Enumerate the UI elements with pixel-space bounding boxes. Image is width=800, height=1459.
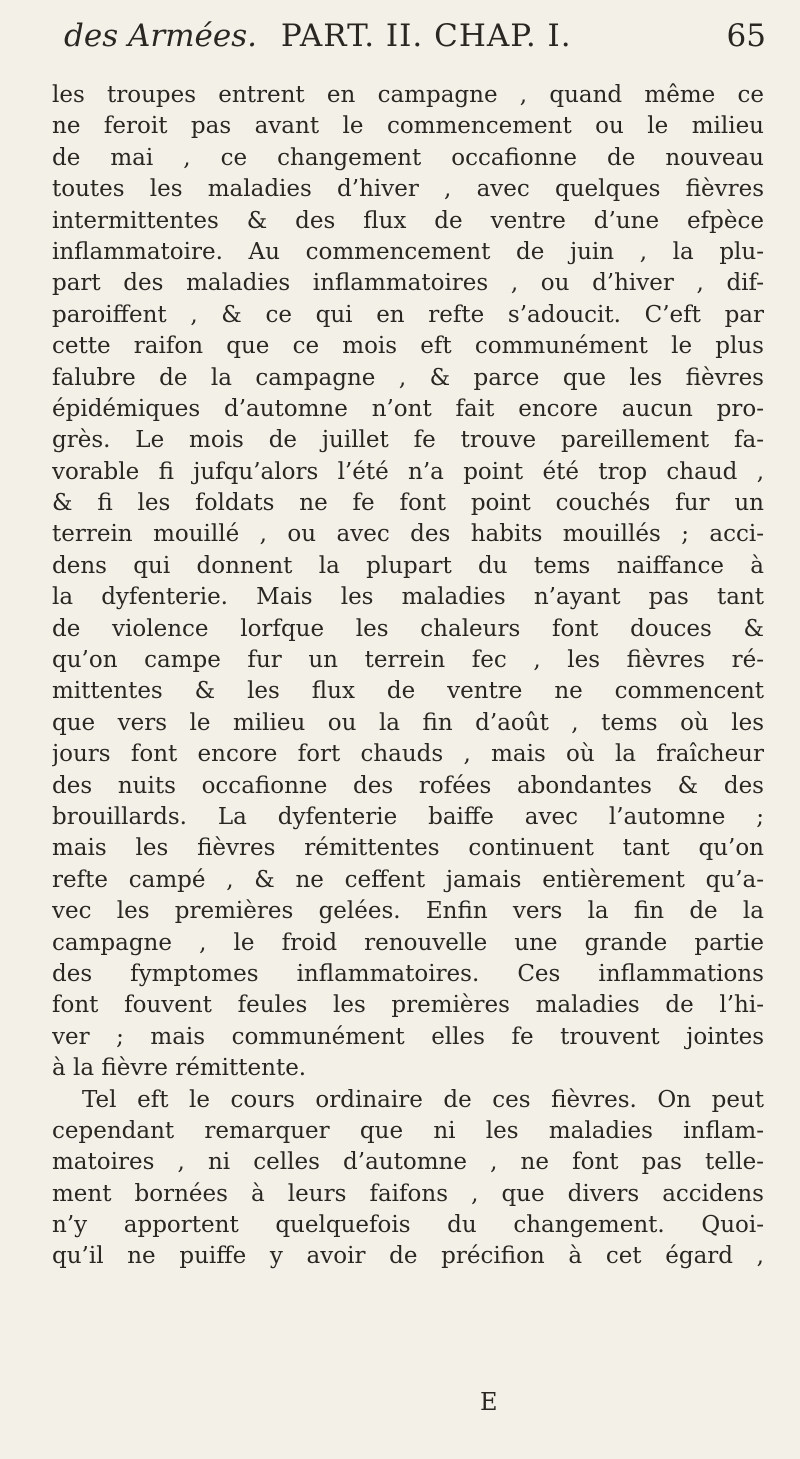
text-line: épidémiques d’automne n’ont fait encore aucun pro- <box>52 395 764 422</box>
text-line: brouillards. La dyfenterie baiffe avec l’automne ; <box>52 803 764 830</box>
page-number: 65 <box>726 18 766 54</box>
text-line: mittentes & les flux de ventre ne commencent <box>52 678 764 705</box>
running-head-part-chapter: PART. II. CHAP. I. <box>280 18 572 54</box>
text-line: inflammatoire. Au commencement de juin , la plu- <box>52 238 764 265</box>
text-line: part des maladies inflammatoires , ou d’hiver , dif- <box>52 270 764 297</box>
text-line: qu’il ne puiffe y avoir de précifion à cet égard , <box>52 1243 764 1270</box>
text-line: dens qui donnent la plupart du tems naiffance à <box>52 552 764 579</box>
text-line: & fi les foldats ne fe font point couchés fur un <box>52 490 764 517</box>
body-text <box>52 80 764 1273</box>
text-line: grès. Le mois de juillet fe trouve pareillement fa- <box>52 427 764 454</box>
text-line: ment bornées à leurs faifons , que divers accidens <box>52 1180 764 1207</box>
text-line: font fouvent feules les premières maladies de l’hi- <box>52 992 764 1019</box>
paragraph-end-line: à la fièvre rémittente. <box>52 1055 307 1082</box>
text-line: ne feroit pas avant le commencement ou le milieu <box>52 113 764 140</box>
text-line: que vers le milieu ou la fin d’août , tems où les <box>52 709 764 736</box>
running-head <box>64 8 764 64</box>
text-line: jours font encore fort chauds , mais où la fraîcheur <box>52 741 764 768</box>
text-line: vorable fi jufqu’alors l’été n’a point été trop chaud , <box>52 458 764 485</box>
signature-mark: E <box>480 1388 498 1416</box>
text-line: toutes les maladies d’hiver , avec quelques fièvres <box>52 176 764 203</box>
text-line: cependant remarquer que ni les maladies inflam- <box>52 1117 764 1144</box>
text-line: ver ; mais communément elles fe trouvent jointes <box>52 1023 764 1050</box>
text-line: intermittentes & des flux de ventre d’une efpèce <box>52 207 764 234</box>
text-line: falubre de la campagne , & parce que les fièvres <box>52 364 764 391</box>
running-head-title: des Armées. <box>64 18 258 54</box>
text-line: matoires , ni celles d’automne , ne font pas telle- <box>52 1149 764 1176</box>
text-line: campagne , le froid renouvelle une grande partie <box>52 929 764 956</box>
text-line: cette raifon que ce mois eft communément le plus <box>52 333 764 360</box>
text-line: de mai , ce changement occafionne de nouveau <box>52 144 764 171</box>
paragraph-start-line: Tel eft le cours ordinaire de ces fièvres. On peut <box>82 1086 764 1113</box>
text-line: qu’on campe fur un terrein fec , les fièvres ré- <box>52 647 764 674</box>
text-line: les troupes entrent en campagne , quand même ce <box>52 82 764 108</box>
text-line: mais les fièvres rémittentes continuent tant qu’on <box>52 835 764 862</box>
text-line: refte campé , & ne ceffent jamais entièrement qu’a- <box>52 866 764 893</box>
text-line: n’y apportent quelquefois du changement. Quoi- <box>52 1212 764 1239</box>
text-line: des fymptomes inflammatoires. Ces inflammations <box>52 960 764 987</box>
text-line: des nuits occafionne des rofées abondantes & des <box>52 772 764 799</box>
text-line: vec les premières gelées. Enfin vers la fin de la <box>52 898 764 925</box>
text-line: terrein mouillé , ou avec des habits mouillés ; acci- <box>52 521 764 548</box>
text-line: paroiffent , & ce qui en refte s’adoucit. C’eft par <box>52 301 764 328</box>
text-line: la dyfenterie. Mais les maladies n’ayant pas tant <box>52 584 764 611</box>
text-line: de violence lorfque les chaleurs font douces & <box>52 615 764 642</box>
